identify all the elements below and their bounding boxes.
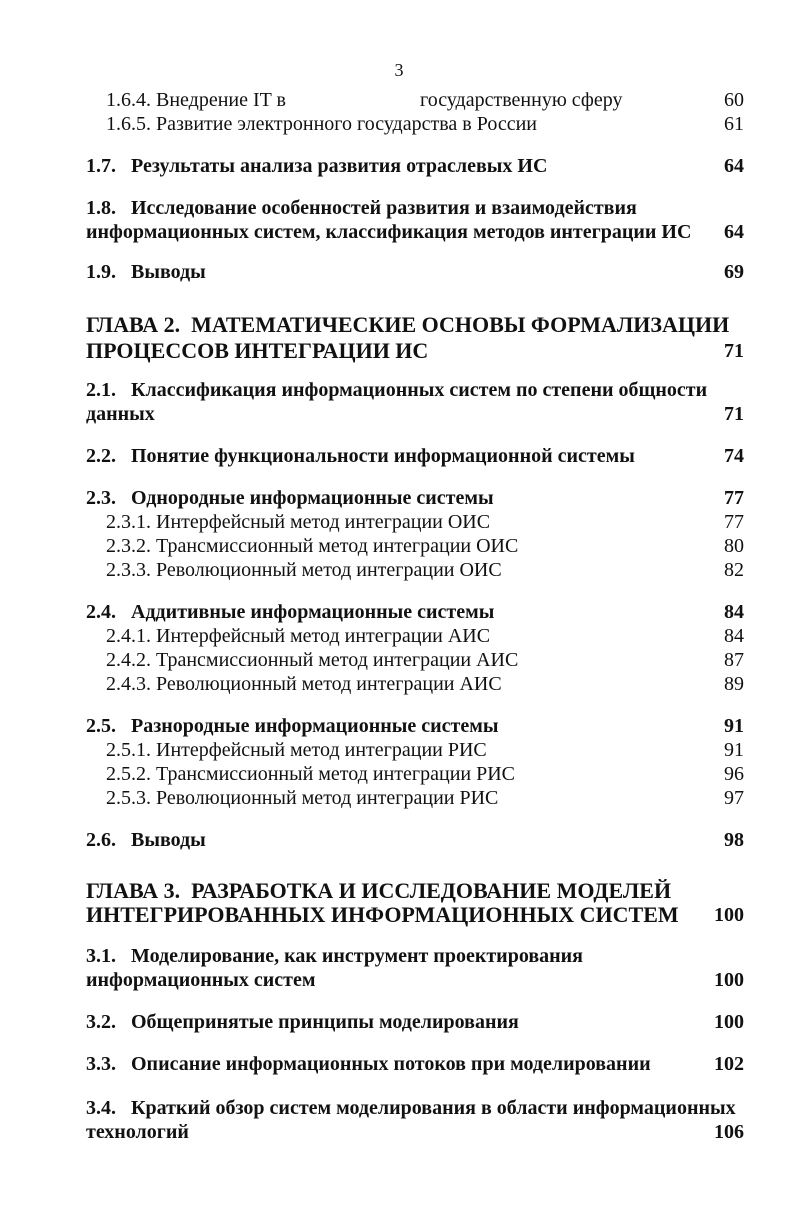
- toc-entry-label: 2.5.1. Интерфейсный метод интеграции РИС: [106, 739, 487, 761]
- toc-entry-label: 2.3.2. Трансмиссионный метод интеграции ОИС: [106, 535, 519, 557]
- toc-entry-page: 100: [714, 969, 744, 991]
- toc-entry-label: 3.3. Описание информационных потоков при моделировании: [86, 1053, 651, 1075]
- toc-entry-label-continued: государственную сферу: [420, 89, 623, 111]
- toc-entry-page: 61: [724, 113, 744, 135]
- toc-entry-label: 2.5.2. Трансмиссионный метод интеграции РИС: [106, 763, 516, 785]
- toc-entry-label: 2.6. Выводы: [86, 829, 206, 851]
- chapter-title: ГЛАВА 3. РАЗРАБОТКА И ИССЛЕДОВАНИЕ МОДЕЛЕЙ: [86, 878, 672, 903]
- toc-entry-page: 98: [724, 829, 744, 851]
- toc-entry-page: 77: [724, 511, 744, 533]
- chapter-title-continued: ИНТЕГРИРОВАННЫХ ИНФОРМАЦИОННЫХ СИСТЕМ: [86, 902, 679, 927]
- toc-entry-label: 2.3.3. Революционный метод интеграции ОИС: [106, 559, 502, 581]
- toc-entry-label: 1.6.5. Развитие электронного государства в России: [106, 113, 538, 135]
- toc-entry-page: 82: [724, 559, 744, 581]
- toc-entry-label: 2.4. Аддитивные информационные системы: [86, 601, 495, 623]
- toc-entry-page: 100: [714, 904, 744, 926]
- toc-entry-label: 3.1. Моделирование, как инструмент проектирования: [86, 945, 583, 967]
- toc-entry-page: 77: [724, 487, 744, 509]
- toc-entry-page: 64: [724, 155, 744, 177]
- toc-entry-label-continued: информационных систем, классификация методов интеграции ИС: [86, 221, 692, 243]
- toc-entry-label: 2.3. Однородные информационные системы: [86, 487, 494, 509]
- toc-entry-label: 2.2. Понятие функциональности информационной системы: [86, 445, 635, 467]
- toc-entry-label: 2.4.3. Революционный метод интеграции АИС: [106, 673, 502, 695]
- toc-entry-page: 96: [724, 763, 744, 785]
- chapter-title: ГЛАВА 2. МАТЕМАТИЧЕСКИЕ ОСНОВЫ ФОРМАЛИЗАЦИИ: [86, 312, 730, 337]
- toc-entry-label: 1.6.4. Внедрение IT в: [106, 89, 286, 111]
- toc-entry-label: 2.4.2. Трансмиссионный метод интеграции АИС: [106, 649, 519, 671]
- toc-entry-page: 106: [714, 1121, 744, 1143]
- toc-entry-label-continued: информационных систем: [86, 969, 316, 991]
- chapter-title-continued: ПРОЦЕССОВ ИНТЕГРАЦИИ ИС: [86, 338, 429, 363]
- toc-entry-page: 87: [724, 649, 744, 671]
- toc-entry-label: 1.7. Результаты анализа развития отраслевых ИС: [86, 155, 548, 177]
- toc-entry-page: 84: [724, 601, 744, 623]
- toc-entry-page: 69: [724, 261, 744, 283]
- toc-entry-label: 3.4. Краткий обзор систем моделирования в области информационных: [86, 1097, 736, 1119]
- toc-entry-page: 80: [724, 535, 744, 557]
- page-number: 3: [394, 60, 404, 80]
- toc-entry-label-continued: данных: [86, 403, 155, 425]
- toc-entry-page: 102: [714, 1053, 744, 1075]
- toc-entry-label: 2.1. Классификация информационных систем по степени общности: [86, 379, 708, 401]
- toc-entry-page: 97: [724, 787, 744, 809]
- toc-entry-label: 2.3.1. Интерфейсный метод интеграции ОИС: [106, 511, 491, 533]
- toc-entry-label: 1.9. Выводы: [86, 261, 206, 283]
- toc-entry-page: 71: [724, 340, 744, 362]
- toc-entry-page: 100: [714, 1011, 744, 1033]
- toc-entry-label: 2.5. Разнородные информационные системы: [86, 715, 499, 737]
- toc-entry-page: 60: [724, 89, 744, 111]
- toc-entry-label: 3.2. Общепринятые принципы моделирования: [86, 1011, 519, 1033]
- toc-entry-label-continued: технологий: [86, 1121, 189, 1143]
- toc-entry-page: 91: [724, 739, 744, 761]
- toc-entry-page: 71: [724, 403, 744, 425]
- toc-entry-label: 1.8. Исследование особенностей развития и взаимодействия: [86, 197, 637, 219]
- toc-entry-page: 64: [724, 221, 744, 243]
- toc-entry-label: 2.5.3. Революционный метод интеграции РИС: [106, 787, 499, 809]
- toc-entry-page: 74: [724, 445, 744, 467]
- toc-entry-page: 91: [724, 715, 744, 737]
- toc-entry-page: 84: [724, 625, 744, 647]
- toc-entry-label: 2.4.1. Интерфейсный метод интеграции АИС: [106, 625, 491, 647]
- toc-entry-page: 89: [724, 673, 744, 695]
